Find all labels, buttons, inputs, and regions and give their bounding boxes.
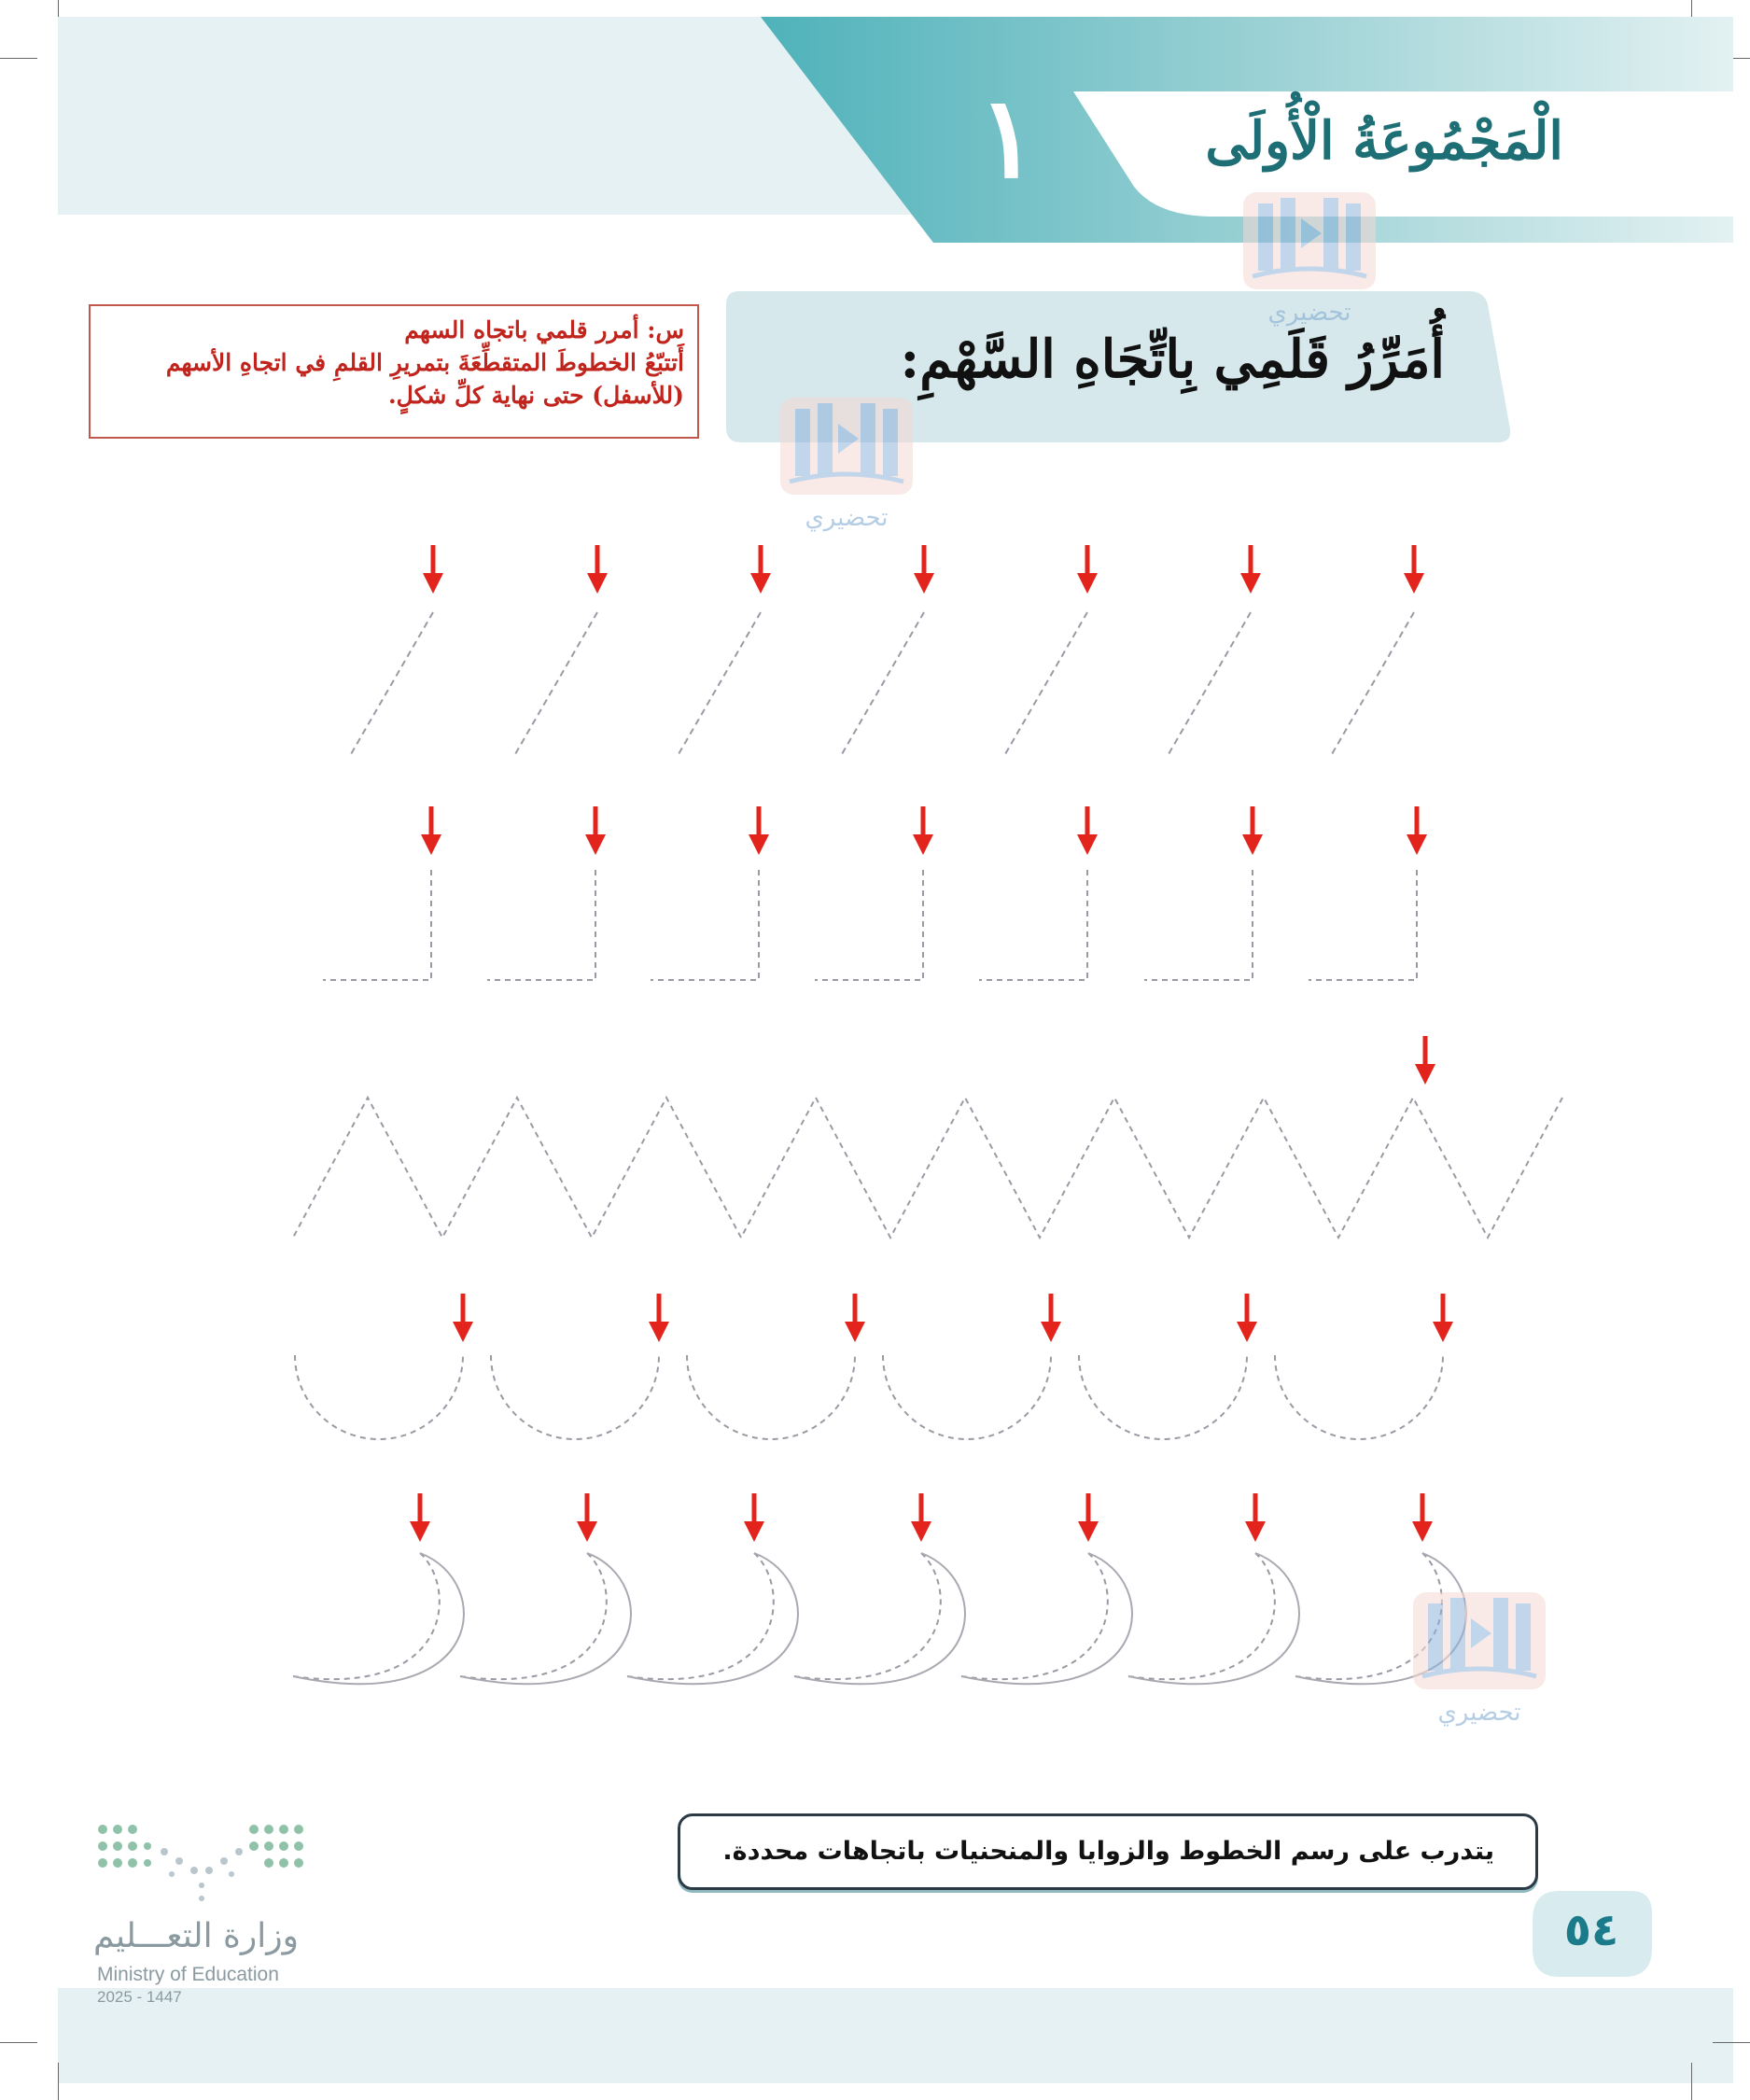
down-arrow-icon [1078,1493,1099,1542]
down-arrow-icon [1412,1493,1433,1542]
down-arrow-icon [744,1493,764,1542]
question-line-2: أَتتبّعُ الخطوطَ المتقطِّعَةَ بتمريرِ القلمِ في اتجاهِ الأسهم [165,349,684,376]
crescent-shape [460,1553,631,1684]
crescent-shape [627,1553,798,1684]
dashed-diagonal [842,612,924,754]
dashed-u-curve [883,1355,1051,1439]
page-number-badge [1521,1883,1661,1986]
arrow-row-2 [421,806,1427,855]
crescent-shape [293,1553,464,1684]
down-arrow-icon [1415,1036,1435,1085]
dashed-corner [487,870,595,980]
crescent-shape [1128,1553,1299,1684]
down-arrow-icon [1407,806,1427,855]
arrow-row-1 [423,545,1424,594]
group-title: الْمَجْمُوعَةُ الْأُولَى [1205,110,1563,172]
ministry-year: 2025 - 1447 [97,1988,182,2006]
down-arrow-icon [1433,1294,1453,1342]
down-arrow-icon [1240,545,1261,594]
dashed-diagonal [351,612,433,754]
down-arrow-icon [914,545,934,594]
dashed-u-curve [687,1355,855,1439]
down-arrow-icon [1404,545,1424,594]
down-arrow-icon [585,806,606,855]
dashed-zigzag [293,1098,1562,1238]
arrow-row-4 [453,1294,1453,1342]
dashed-diagonal [1005,612,1087,754]
dashed-u-curve [491,1355,659,1439]
book-play-icon [1400,1587,1559,1699]
down-arrow-icon [845,1294,865,1342]
dashed-diagonal [1332,612,1414,754]
arrow-row-5 [410,1493,1433,1542]
down-arrow-icon [1237,1294,1257,1342]
down-arrow-icon [1077,545,1098,594]
ministry-name-ar: وزارة التعـــليم [93,1917,300,1955]
dashed-corner [1309,870,1417,980]
tracing-row-corner [323,870,1417,980]
down-arrow-icon [1242,806,1263,855]
watermark-text: تحضيري [805,504,889,532]
down-arrow-icon [421,806,441,855]
watermark-text: تحضيري [1437,1699,1521,1727]
watermark [1400,1587,1559,1727]
ministry-logo [93,1820,317,2007]
down-arrow-icon [1077,806,1098,855]
question-line-3: (للأسفل) حتى نهاية كلِّ شكلٍ. [387,382,684,409]
tracing-row-diagonal [351,612,1414,754]
question-line-1: س: أمرر قلمي باتجاه السهم [404,316,684,343]
dashed-corner [651,870,759,980]
dashed-diagonal [679,612,761,754]
dashed-diagonal [515,612,597,754]
crescent-shape [794,1553,965,1684]
dashed-corner [1144,870,1253,980]
dot-grid-logo [93,1820,310,1904]
tracing-row-u-curve [295,1355,1443,1439]
dashed-u-curve [1275,1355,1443,1439]
watermark [767,392,926,532]
group-number: ١ [977,72,1039,203]
tracing-row-crescent [293,1553,1466,1684]
down-arrow-icon [587,545,608,594]
book-play-icon [1230,187,1389,299]
watermark [1230,187,1389,327]
ministry-name-en: Ministry of Education [97,1964,279,1985]
down-arrow-icon [749,806,769,855]
dashed-u-curve [1079,1355,1247,1439]
dashed-u-curve [295,1355,463,1439]
crescent-shape [961,1553,1132,1684]
dashed-corner [323,870,431,980]
objective-box [678,1813,1538,1890]
down-arrow-icon [913,806,933,855]
objective-text: يتدرب على رسم الخطوط والزوايا والمنحنيات باتجاهات محددة. [722,1837,1494,1866]
down-arrow-icon [1245,1493,1266,1542]
watermark-text: تحضيري [1267,299,1351,327]
down-arrow-icon [649,1294,669,1342]
down-arrow-icon [750,545,771,594]
down-arrow-icon [577,1493,597,1542]
dashed-corner [979,870,1087,980]
down-arrow-icon [453,1294,473,1342]
down-arrow-icon [410,1493,430,1542]
down-arrow-icon [1041,1294,1061,1342]
book-play-icon [767,392,926,504]
dashed-corner [815,870,923,980]
page-number: ٥٤ [1563,1904,1619,1956]
down-arrow-icon [911,1493,931,1542]
dashed-diagonal [1169,612,1251,754]
lesson-title: أُمَرِّرُ قَلَمِي بِاتِّجَاهِ السَّهْمِ: [900,329,1445,390]
down-arrow-icon [423,545,443,594]
